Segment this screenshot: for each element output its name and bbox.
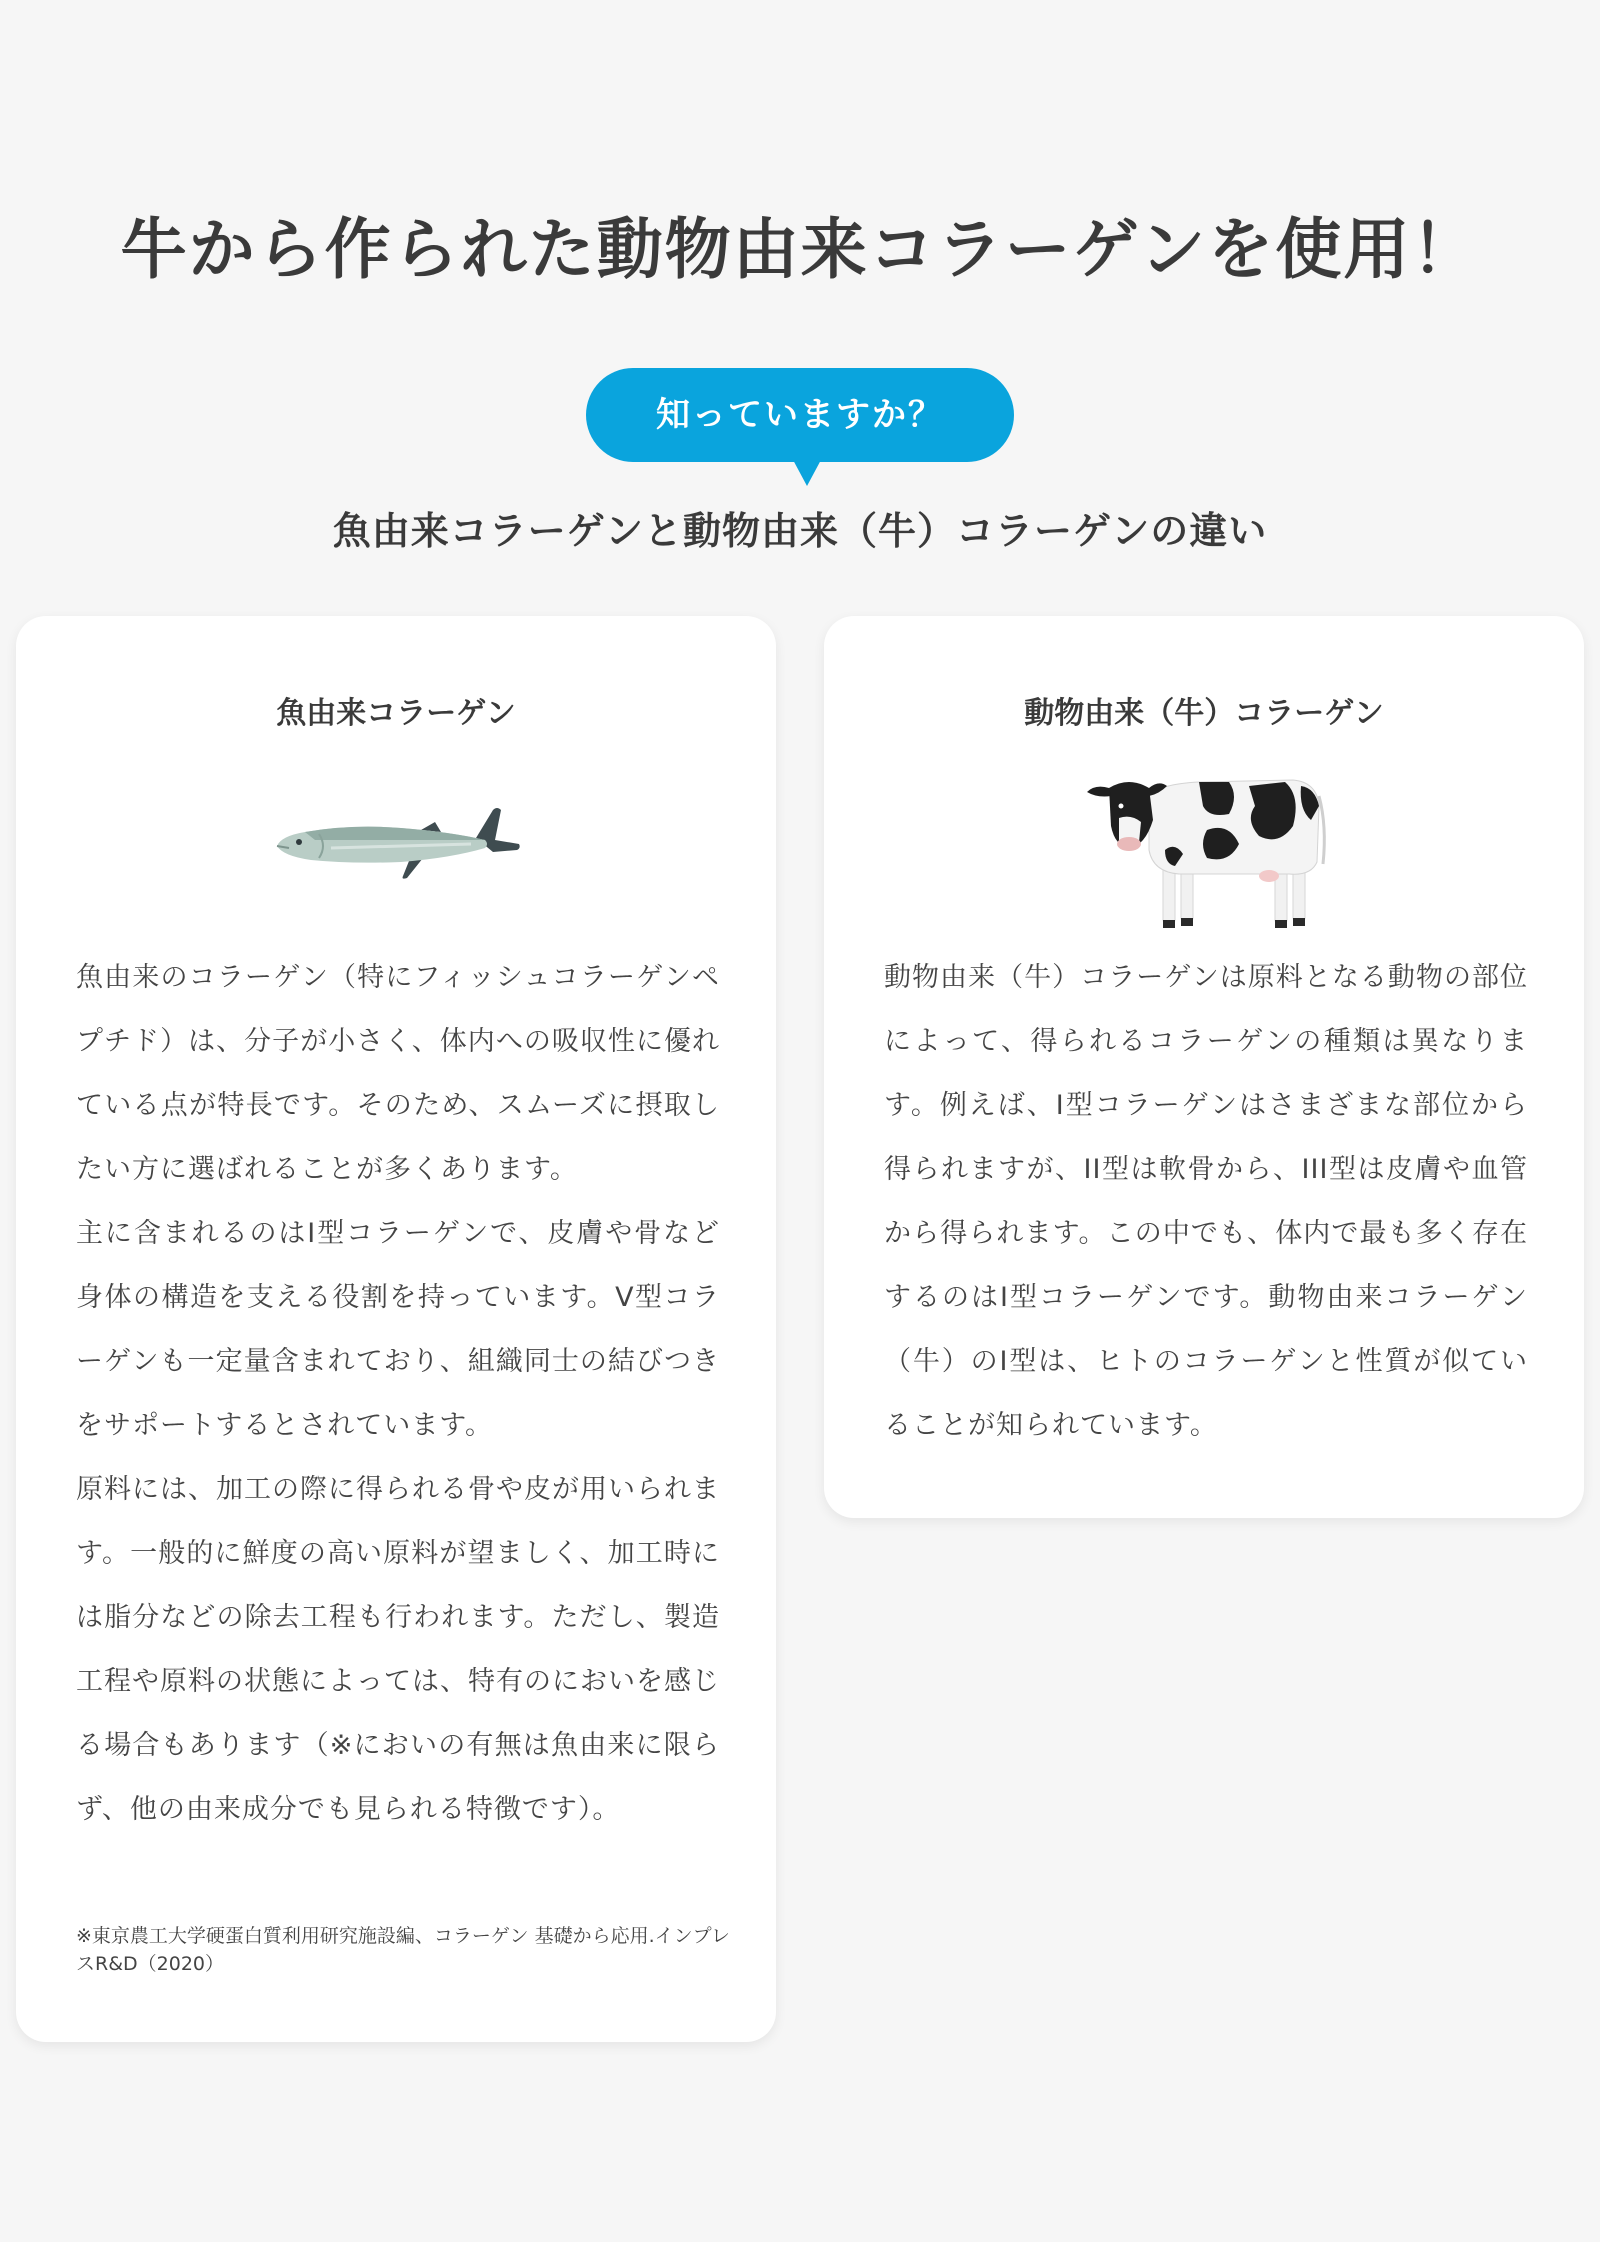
cow-collagen-card	[824, 616, 1584, 1518]
did-you-know-bubble: 知っていますか？	[586, 368, 1014, 462]
bubble-tail	[792, 458, 822, 486]
fish-card-body	[76, 946, 720, 1842]
fish-paragraph-1: 魚由来のコラーゲン（特にフィッシュコラーゲンペプチド）は、分子が小さく、体内への吸収性に優れている点が特長です。そのため、スムーズに摂取したい方に選ばれることが多くあります。	[76, 962, 720, 1185]
fish-paragraph-2: 主に含まれるのはI型コラーゲンで、皮膚や骨など身体の構造を支える役割を持っています。V型コラーゲンも一定量含まれており、組織同士の結びつきをサポートするとされています。	[76, 1218, 720, 1441]
cow-card-body	[884, 946, 1528, 1458]
fish-paragraph-3: 原料には、加工の際に得られる骨や皮が用いられます。一般的に鮮度の高い原料が望ましく、加工時には脂分などの除去工程も行われます。ただし、製造工程や原料の状態によっては、特有のにおいを感じる場合もあります（※においの有無は魚由来に限らず、他の由来成分でも見られる特徴です）。	[76, 1474, 720, 1825]
fish-collagen-card	[16, 616, 776, 2042]
cow-illustration	[824, 766, 1584, 940]
fish-card-footnote: ※東京農工大学硬蛋白質利用研究施設編、コラーゲン 基礎から応用.インプレスR&D（2020）	[76, 1925, 730, 1975]
fish-illustration	[16, 800, 776, 890]
cow-card-title: 動物由来（牛）コラーゲン	[1024, 696, 1384, 731]
fish-card-title: 魚由来コラーゲン	[276, 696, 516, 731]
cow-paragraph-1: 動物由来（牛）コラーゲンは原料となる動物の部位によって、得られるコラーゲンの種類は異なります。例えば、I型コラーゲンはさまざまな部位から得られますが、II型は軟骨から、III型は皮膚や血管から得られます。この中でも、体内で最も多く存在するのはI型コラーゲンです。動物由来コラーゲン（牛）のI型は、ヒトのコラーゲンと性質が似ていることが知られています。	[884, 962, 1529, 1441]
comparison-subheadline: 魚由来コラーゲンと動物由来（牛）コラーゲンの違い	[332, 509, 1268, 553]
page-headline: 牛から作られた動物由来コラーゲンを使用！	[120, 211, 1480, 288]
